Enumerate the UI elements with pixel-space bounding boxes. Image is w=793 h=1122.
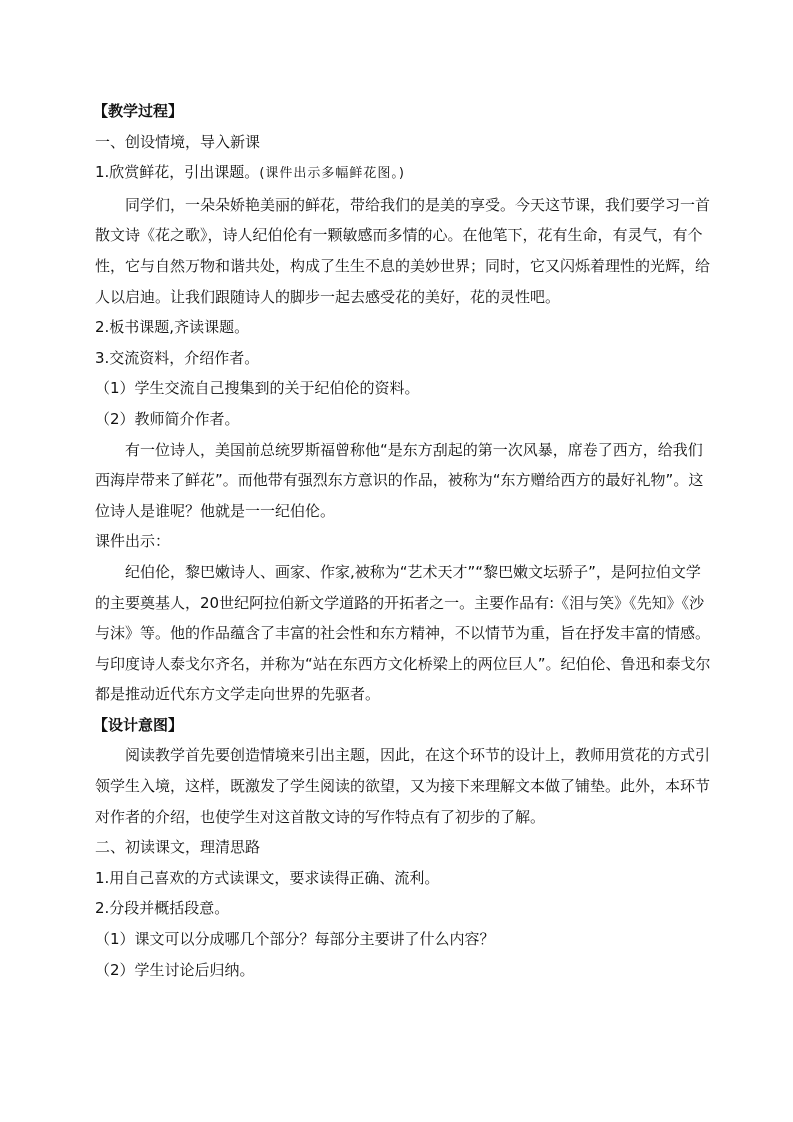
- paragraph-poet: 有一位诗人，美国前总统罗斯福曾称他“是东方刮起的第一次风暴，席卷了西方，给我们西海岸带来了鲜花”。而他带有强烈东方意识的作品，被称为“东方赠给西方的最好礼物”。这位诗人是谁呢？他就是一一纪伯伦。: [95, 440, 704, 520]
- item-2-2-1: （1）课文可以分成哪几个部分？每部分主要讲了什么内容？: [95, 930, 495, 949]
- item-1-3-2: （2）教师简介作者。: [95, 409, 240, 428]
- paragraph-design: 阅读教学首先要创造情境来引出主题，因此，在这个环节的设计上，教师用赏花的方式引领学生入境，这样，既激发了学生阅读的欲望，又为接下来理解文本做了铺垫。此外，本环节对作者的介绍，也使学生对这首散文诗的写作特点有了初步的了解。: [95, 746, 711, 826]
- heading-teaching-process: 【教学过程】: [93, 102, 184, 120]
- item-1-1-note: (课件出示多幅鲜花图。): [259, 166, 405, 182]
- item-1-1-text: 1.欣赏鲜花，引出课题。: [95, 163, 260, 182]
- item-1-3-1: （1）学生交流自己搜集到的关于纪伯伦的资料。: [95, 379, 420, 398]
- section-1-title: 一、创设情境，导入新课: [95, 132, 261, 151]
- paragraph-intro: 同学们，一朵朵娇艳美丽的鲜花，带给我们的是美的享受。今天这节课，我们要学习一首散文诗《花之歌》，诗人纪伯伦有一颗敏感而多情的心。在他笔下，花有生命，有灵气，有个性，它与自然万物和谐共处，构成了生生不息的美妙世界；同时，它又闪烁着理性的光辉，给人以启迪。让我们跟随诗人的脚步一起去感受花的美好，花的灵性吧。: [95, 195, 711, 306]
- paragraph-gibran: 纪伯伦，黎巴嫩诗人、画家、作家,被称为“艺术天才”“黎巴嫩文坛骄子”，是阿拉伯文学的主要奠基人，20世纪阿拉伯新文学道路的开拓者之一。主要作品有:《泪与笑》《先知》《沙与沫》等。他的作品蕴含了丰富的社会性和东方精神，不以情节为重，旨在抒发丰富的情感。与印度诗人泰戈尔齐名，并称为“站在东西方文化桥梁上的两位巨人”。纪伯伦、鲁迅和泰戈尔都是推动近代东方文学走向世界的先驱者。: [95, 562, 711, 704]
- item-1-2: 2.板书课题,齐读课题。: [95, 318, 250, 337]
- section-2-title: 二、初读课文，理清思路: [95, 838, 261, 857]
- item-1-1: [95, 157, 715, 190]
- item-2-2-2: （2）学生讨论后归纳。: [95, 960, 255, 979]
- item-2-1: 1.用自己喜欢的方式读课文，要求读得正确、流利。: [95, 868, 440, 887]
- courseware-label: 课件出示：: [95, 532, 171, 551]
- item-2-2: 2.分段并概括段意。: [95, 899, 230, 918]
- heading-design-intent: 【设计意图】: [93, 715, 184, 734]
- document-body: [95, 96, 715, 985]
- item-1-3: 3.交流资料，介绍作者。: [95, 348, 260, 367]
